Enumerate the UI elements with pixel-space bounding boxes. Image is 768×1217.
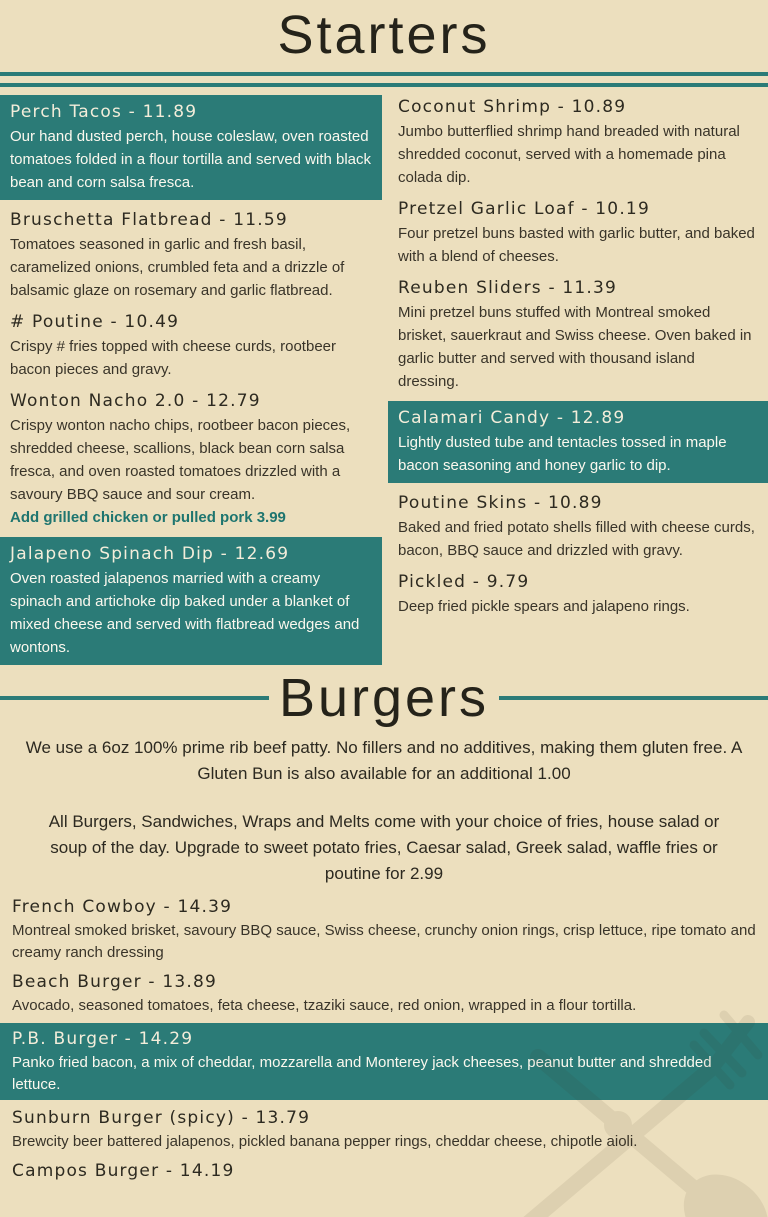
- item-label: P.B. Burger - 14.29: [12, 1029, 194, 1049]
- item-description: Jumbo butterflied shrimp hand breaded with natural shredded coconut, served with a homemade pina colada dip.: [398, 123, 740, 186]
- item-poutine-skins: [388, 491, 768, 562]
- item-perch-tacos: [0, 95, 382, 200]
- item-jalapeno-spinach-dip: [0, 537, 382, 665]
- item-description: Lightly dusted tube and tentacles tossed in maple bacon seasoning and honey garlic to dip.: [398, 434, 727, 474]
- item-hashtag-poutine: [0, 310, 382, 381]
- burgers-section-title: Burgers: [278, 668, 490, 728]
- starters-divider: [0, 72, 768, 87]
- item-sunburn-burger: [0, 1106, 768, 1153]
- item-description: Our hand dusted perch, house coleslaw, oven roasted tomatoes folded in a flour tortilla and served with black bean and corn salsa fresca.: [10, 128, 372, 191]
- item-description: Deep fried pickle spears and jalapeno rings.: [398, 598, 690, 615]
- starters-columns: [0, 95, 768, 665]
- starters-section-title: Starters: [277, 5, 491, 65]
- item-label: Pretzel Garlic Loaf - 10.19: [398, 199, 650, 219]
- item-description: Baked and fried potato shells filled with cheese curds, bacon, BBQ sauce and drizzled with gravy.: [398, 519, 755, 559]
- divider-line: [0, 83, 768, 87]
- item-label: # Poutine - 10.49: [10, 312, 180, 332]
- item-label: Sunburn Burger (spicy) - 13.79: [12, 1108, 311, 1128]
- item-description: Oven roasted jalapenos married with a creamy spinach and artichoke dip baked under a blanket of mixed cheese and served with flatbread wedges and wontons.: [10, 570, 360, 656]
- item-label: Beach Burger - 13.89: [12, 972, 218, 992]
- item-description: Avocado, seasoned tomatoes, feta cheese, tzaziki sauce, red onion, wrapped in a flour tortilla.: [12, 997, 637, 1014]
- item-bruschetta-flatbread: [0, 208, 382, 302]
- item-beach-burger: [0, 970, 768, 1017]
- item-label: Calamari Candy - 12.89: [398, 408, 626, 428]
- item-label: Pickled - 9.79: [398, 572, 530, 592]
- item-wonton-nacho: [0, 389, 382, 529]
- item-label: Poutine Skins - 10.89: [398, 493, 603, 513]
- item-label: Coconut Shrimp - 10.89: [398, 97, 627, 117]
- burgers-intro-patty-note: We use a 6oz 100% prime rib beef patty. No fillers and no additives, making them gluten free. A Gluten Bun is also available for an additional 1.00: [25, 738, 743, 783]
- divider-line: [499, 696, 768, 700]
- item-pb-burger: [0, 1023, 768, 1100]
- item-description: Montreal smoked brisket, savoury BBQ sauce, Swiss cheese, crunchy onion rings, crisp lettuce, ripe tomato and creamy ranch dressing: [12, 922, 756, 961]
- item-description: Mini pretzel buns stuffed with Montreal smoked brisket, sauerkraut and Swiss cheese. Oven baked in garlic butter and served with thousand island dressing.: [398, 304, 752, 390]
- item-description: Four pretzel buns basted with garlic butter, and baked with a blend of cheeses.: [398, 225, 755, 265]
- starters-left-column: [0, 95, 382, 665]
- item-description: Crispy wonton nacho chips, rootbeer bacon pieces, shredded cheese, scallions, black bean corn salsa fresca, and oven roasted tomatoes drizzled with a savoury BBQ sauce and sour cream.: [10, 417, 351, 503]
- item-label: Wonton Nacho 2.0 - 12.79: [10, 391, 261, 411]
- divider-line: [0, 72, 768, 76]
- item-description: Brewcity beer battered jalapenos, pickled banana pepper rings, cheddar cheese, chipotle aioli.: [12, 1133, 638, 1150]
- item-coconut-shrimp: [388, 95, 768, 189]
- item-calamari-candy: [388, 401, 768, 483]
- item-label: Jalapeno Spinach Dip - 12.69: [10, 544, 290, 564]
- item-french-cowboy: [0, 895, 768, 964]
- item-label: Perch Tacos - 11.89: [10, 102, 198, 122]
- item-reuben-sliders: [388, 276, 768, 393]
- item-pickled: [388, 570, 768, 618]
- starters-right-column: [388, 95, 768, 665]
- burgers-intro-sides-note: All Burgers, Sandwiches, Wraps and Melts come with your choice of fries, house salad or soup of the day. Upgrade to sweet potato fries, Caesar salad, Greek salad, waffle fries or poutine for 2.99: [48, 812, 720, 883]
- divider-line: [0, 696, 269, 700]
- item-description: Panko fried bacon, a mix of cheddar, mozzarella and Monterey jack cheeses, peanut butter and shredded lettuce.: [12, 1054, 712, 1093]
- item-label: Reuben Sliders - 11.39: [398, 278, 618, 298]
- item-label: Campos Burger - 14.19: [12, 1161, 235, 1181]
- item-campos-burger: [0, 1159, 768, 1184]
- item-label: French Cowboy - 14.39: [12, 897, 233, 917]
- item-label: Bruschetta Flatbread - 11.59: [10, 210, 288, 230]
- burgers-section-header: [0, 667, 768, 729]
- item-description: Tomatoes seasoned in garlic and fresh basil, caramelized onions, crumbled feta and a drizzle of balsamic glaze on rosemary and garlic flatbread.: [10, 236, 345, 299]
- item-addon-note: Add grilled chicken or pulled pork 3.99: [10, 509, 286, 526]
- item-description: Crispy # fries topped with cheese curds, rootbeer bacon pieces and gravy.: [10, 338, 336, 378]
- item-pretzel-garlic-loaf: [388, 197, 768, 268]
